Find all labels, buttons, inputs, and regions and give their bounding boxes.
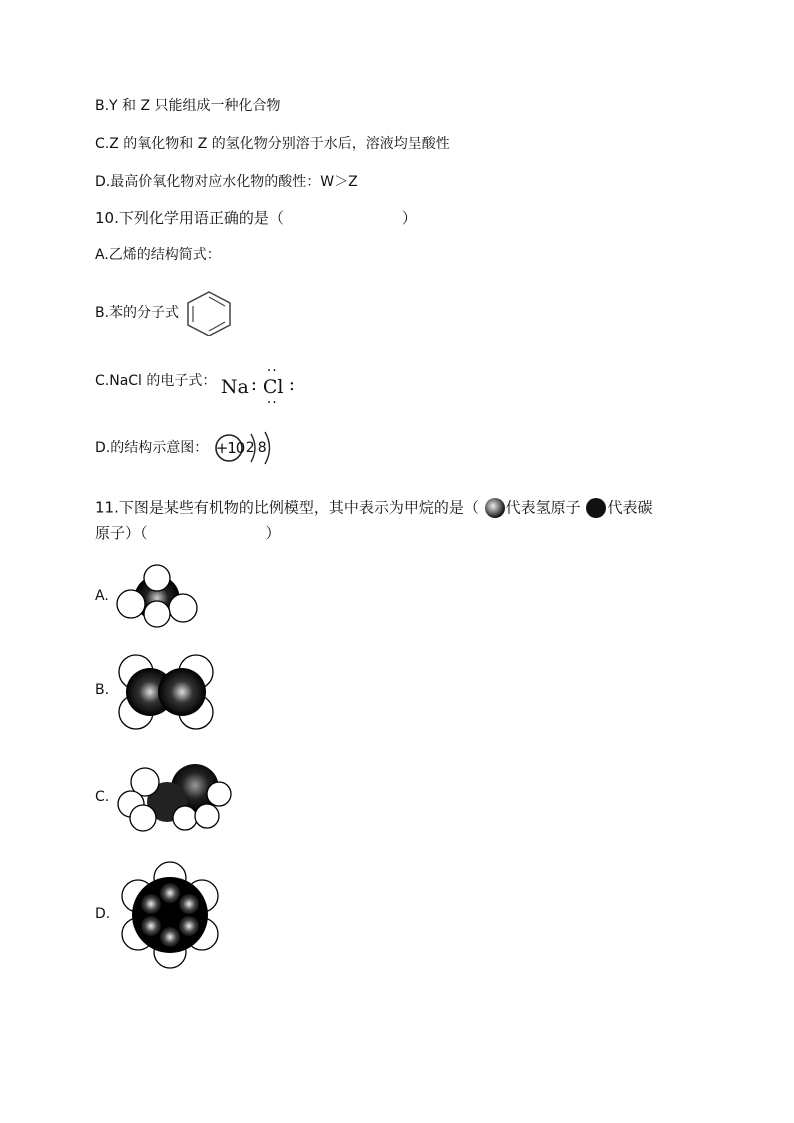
model-b-image <box>116 650 216 734</box>
model-c-image <box>115 758 233 834</box>
chlorine-symbol: Cl <box>262 376 284 398</box>
question-11-text: 11.下图是某些有机物的比例模型，其中表示为甲烷的是（ <box>95 498 479 517</box>
q10-option-a: A.乙烯的结构简式： <box>95 247 221 263</box>
atomic-structure-diagram <box>213 428 283 468</box>
question-10-stem <box>95 208 417 228</box>
q10-option-c <box>95 363 299 411</box>
question-10-text: 10.下列化学用语正确的是（ <box>95 209 284 227</box>
electron-dots: : <box>250 374 257 395</box>
q11-option-b-label: B. <box>95 682 110 698</box>
q11-option-a-label: A. <box>95 588 109 604</box>
option-c-prev: C.Z 的氧化物和 Z 的氢化物分别溶于水后，溶液均呈酸性 <box>95 136 450 152</box>
carbon-atom-icon <box>585 497 607 519</box>
legend-carbon: 代表碳 <box>607 498 653 517</box>
question-11-text-cont: 原子）（ <box>95 524 148 542</box>
q11-option-d-label: D. <box>95 906 111 922</box>
q10-option-c-label: C.NaCl 的电子式： <box>95 373 217 389</box>
q11-option-c-label: C. <box>95 789 110 805</box>
shell-2-electrons: 8 <box>257 440 267 456</box>
electron-dots: ·· <box>266 363 278 379</box>
model-d-image <box>115 860 225 970</box>
shell-1-electrons: 2 <box>245 440 255 456</box>
nucleus-charge: +10 <box>215 439 245 457</box>
legend-hydrogen: 代表氢原子 <box>505 498 581 517</box>
option-d-prev: D.最高价氧化物对应水化物的酸性：W＞Z <box>95 174 358 190</box>
option-b-prev: B.Y 和 Z 只能组成一种化合物 <box>95 98 281 114</box>
close-paren: ） <box>401 209 417 227</box>
q10-option-b <box>95 290 234 336</box>
nacl-electron-formula <box>220 363 299 411</box>
question-11-stem <box>95 497 652 519</box>
electron-dots: ·· <box>266 395 278 411</box>
electron-dots: : <box>288 374 295 395</box>
close-paren: ） <box>265 524 281 542</box>
model-a-image <box>115 562 200 630</box>
question-11-stem-cont <box>95 523 281 543</box>
benzene-ring-icon <box>184 290 234 336</box>
q10-option-d <box>95 428 283 468</box>
hydrogen-atom-icon <box>484 497 506 519</box>
q10-option-d-label: D.的结构示意图： <box>95 440 209 456</box>
q10-option-b-label: B.苯的分子式 <box>95 305 180 321</box>
sodium-symbol: Na <box>220 376 249 398</box>
